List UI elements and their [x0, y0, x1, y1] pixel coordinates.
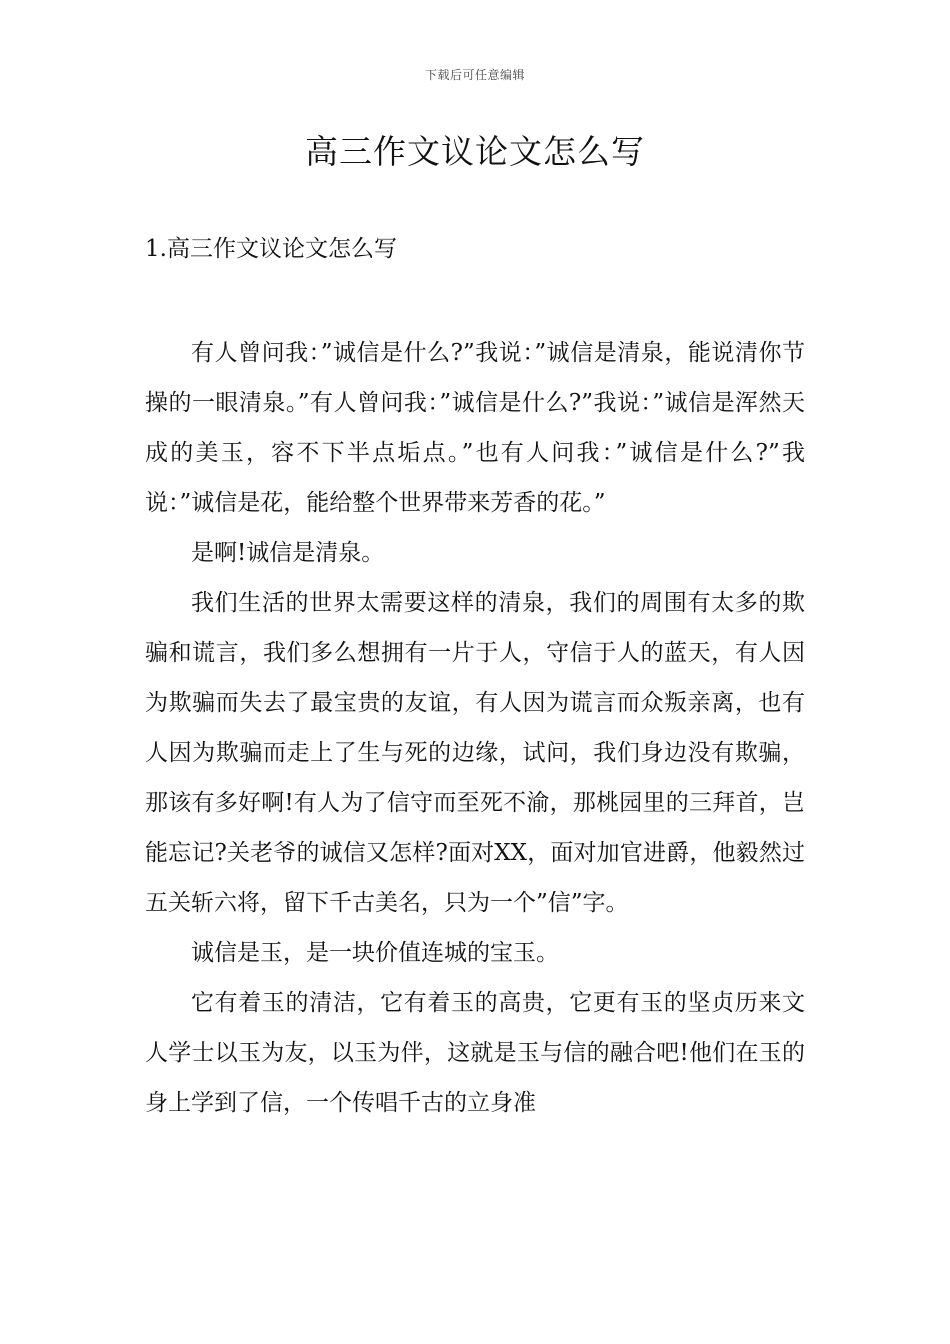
paragraph-1: 有人曾问我：”诚信是什么?”我说：”诚信是清泉，能说清你节操的一眼清泉。”有人曾问我：”诚信是什么?”我说：”诚信是浑然天成的美玉，容不下半点垢点。”也有人问我：”诚信是什么?”我说：”诚信是花，能给整个世界带来芳香的花。”	[145, 340, 805, 516]
section-heading: 1.高三作文议论文怎么写	[145, 236, 397, 262]
document-title: 高三作文议论文怎么写	[305, 132, 645, 171]
paragraph-4: 诚信是玉，是一块价值连城的宝玉。	[191, 940, 559, 966]
paragraph-2: 是啊!诚信是清泉。	[191, 540, 385, 566]
paragraph-3: 我们生活的世界太需要这样的清泉，我们的周围有太多的欺骗和谎言，我们多么想拥有一片于人，守信于人的蓝天，有人因为欺骗而失去了最宝贵的友谊，有人因为谎言而众叛亲离，也有人因为欺骗而走上了生与死的边缘，试问，我们身边没有欺骗，那该有多好啊!有人为了信守而至死不渝，那桃园里的三拜首，岂能忘记?关老爷的诚信又怎样?面对XX，面对加官进爵，他毅然过五关斩六将，留下千古美名，只为一个”信”字。	[145, 590, 805, 916]
document-body	[145, 328, 805, 1128]
header-note: 下载后可任意编辑	[424, 68, 525, 82]
paragraph-5: 它有着玉的清洁，它有着玉的高贵，它更有玉的坚贞历来文人学士以玉为友，以玉为伴，这就是玉与信的融合吧!他们在玉的身上学到了信，一个传唱千古的立身准	[145, 990, 805, 1116]
